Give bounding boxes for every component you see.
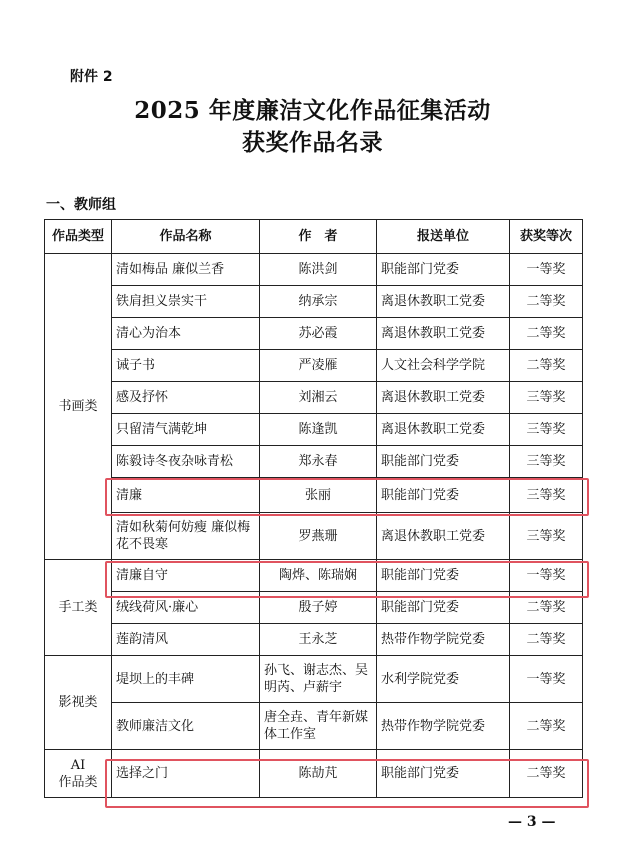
work-unit: 水利学院党委: [377, 656, 510, 703]
work-prize: 一等奖: [510, 656, 583, 703]
work-name: 堤坝上的丰碑: [112, 656, 260, 703]
work-prize: 三等奖: [510, 513, 583, 560]
work-prize: 二等奖: [510, 350, 583, 382]
work-prize: 二等奖: [510, 703, 583, 750]
work-unit: 职能部门党委: [377, 560, 510, 592]
document-title: 2025 年度廉洁文化作品征集活动: [134, 97, 491, 124]
work-prize: 二等奖: [510, 750, 583, 798]
work-name: 绒线荷风·廉心: [112, 592, 260, 624]
work-unit: 离退休教职工党委: [377, 318, 510, 350]
table-row: [45, 414, 583, 446]
table-row: [45, 624, 583, 656]
work-author: 苏必霞: [260, 318, 377, 350]
work-name: 陈毅诗冬夜杂咏青松: [112, 446, 260, 478]
header-author: 作 者: [260, 220, 377, 254]
category-ai: [45, 750, 112, 798]
work-name: 清廉自守: [112, 560, 260, 592]
work-name: 清心为治本: [112, 318, 260, 350]
table-row: [45, 254, 583, 286]
work-name: 只留清气满乾坤: [112, 414, 260, 446]
work-unit: 职能部门党委: [377, 254, 510, 286]
work-unit: 离退休教职工党委: [377, 513, 510, 560]
work-author: 刘湘云: [260, 382, 377, 414]
work-prize: 一等奖: [510, 254, 583, 286]
work-author: 殷子婷: [260, 592, 377, 624]
work-unit: 离退休教职工党委: [377, 414, 510, 446]
table-row: [45, 350, 583, 382]
work-prize: 三等奖: [510, 478, 583, 513]
work-prize: 三等奖: [510, 446, 583, 478]
category-ai-line1: AI: [70, 757, 86, 773]
header-unit: 报送单位: [377, 220, 510, 254]
awards-table: [44, 219, 583, 798]
table-row: [45, 382, 583, 414]
work-unit: 职能部门党委: [377, 750, 510, 798]
header-prize: 获奖等次: [510, 220, 583, 254]
work-author: 陈洪剑: [260, 254, 377, 286]
work-unit: 职能部门党委: [377, 592, 510, 624]
table-row: [45, 513, 583, 560]
table-row: [45, 750, 583, 798]
work-name: 清如梅品 廉似兰香: [112, 254, 260, 286]
work-name: 铁肩担义崇实干: [112, 286, 260, 318]
header-type: 作品类型: [45, 220, 112, 254]
table-row: [45, 560, 583, 592]
work-author: 唐全垚、青年新媒体工作室: [260, 703, 377, 750]
work-prize: 三等奖: [510, 414, 583, 446]
table-row: [45, 592, 583, 624]
work-name: 清如秋菊何妨瘦 廉似梅花不畏寒: [112, 513, 260, 560]
page-number: — 3 —: [508, 814, 556, 830]
work-prize: 一等奖: [510, 560, 583, 592]
work-unit: 离退休教职工党委: [377, 286, 510, 318]
work-author: 陈逢凯: [260, 414, 377, 446]
work-prize: 二等奖: [510, 286, 583, 318]
table-row: [45, 446, 583, 478]
work-name: 选择之门: [112, 750, 260, 798]
work-unit: 人文社会科学学院: [377, 350, 510, 382]
work-prize: 二等奖: [510, 318, 583, 350]
work-prize: 三等奖: [510, 382, 583, 414]
table-row: [45, 656, 583, 703]
work-prize: 二等奖: [510, 592, 583, 624]
work-author: 孙飞、谢志杰、吴明芮、卢薪宇: [260, 656, 377, 703]
section-heading: 一、教师组: [46, 197, 116, 213]
header-name: 作品名称: [112, 220, 260, 254]
work-author: 郑永春: [260, 446, 377, 478]
work-unit: 职能部门党委: [377, 446, 510, 478]
table-header-row: [45, 220, 583, 254]
work-name: 清廉: [112, 478, 260, 513]
work-unit: 热带作物学院党委: [377, 624, 510, 656]
work-prize: 二等奖: [510, 624, 583, 656]
table-row: [45, 286, 583, 318]
work-name: 教师廉洁文化: [112, 703, 260, 750]
work-author: 严凌雁: [260, 350, 377, 382]
table-row: [45, 318, 583, 350]
work-author: 王永芝: [260, 624, 377, 656]
table-row: [45, 703, 583, 750]
work-unit: 离退休教职工党委: [377, 382, 510, 414]
work-unit: 职能部门党委: [377, 478, 510, 513]
work-name: 感及抒怀: [112, 382, 260, 414]
work-author: 陈劼芃: [260, 750, 377, 798]
work-author: 张丽: [260, 478, 377, 513]
work-name: 莲韵清风: [112, 624, 260, 656]
work-author: 陶烨、陈瑞娴: [260, 560, 377, 592]
work-author: 罗燕珊: [260, 513, 377, 560]
category-handcraft: 手工类: [45, 560, 112, 656]
attachment-label: 附件 2: [70, 69, 113, 85]
document-subtitle: 获奖作品名录: [242, 129, 383, 156]
category-video: 影视类: [45, 656, 112, 750]
work-unit: 热带作物学院党委: [377, 703, 510, 750]
work-name: 诫子书: [112, 350, 260, 382]
work-author: 纳承宗: [260, 286, 377, 318]
category-ai-line2: 作品类: [58, 774, 98, 790]
category-calligraphy: 书画类: [45, 254, 112, 560]
table-row: [45, 478, 583, 513]
